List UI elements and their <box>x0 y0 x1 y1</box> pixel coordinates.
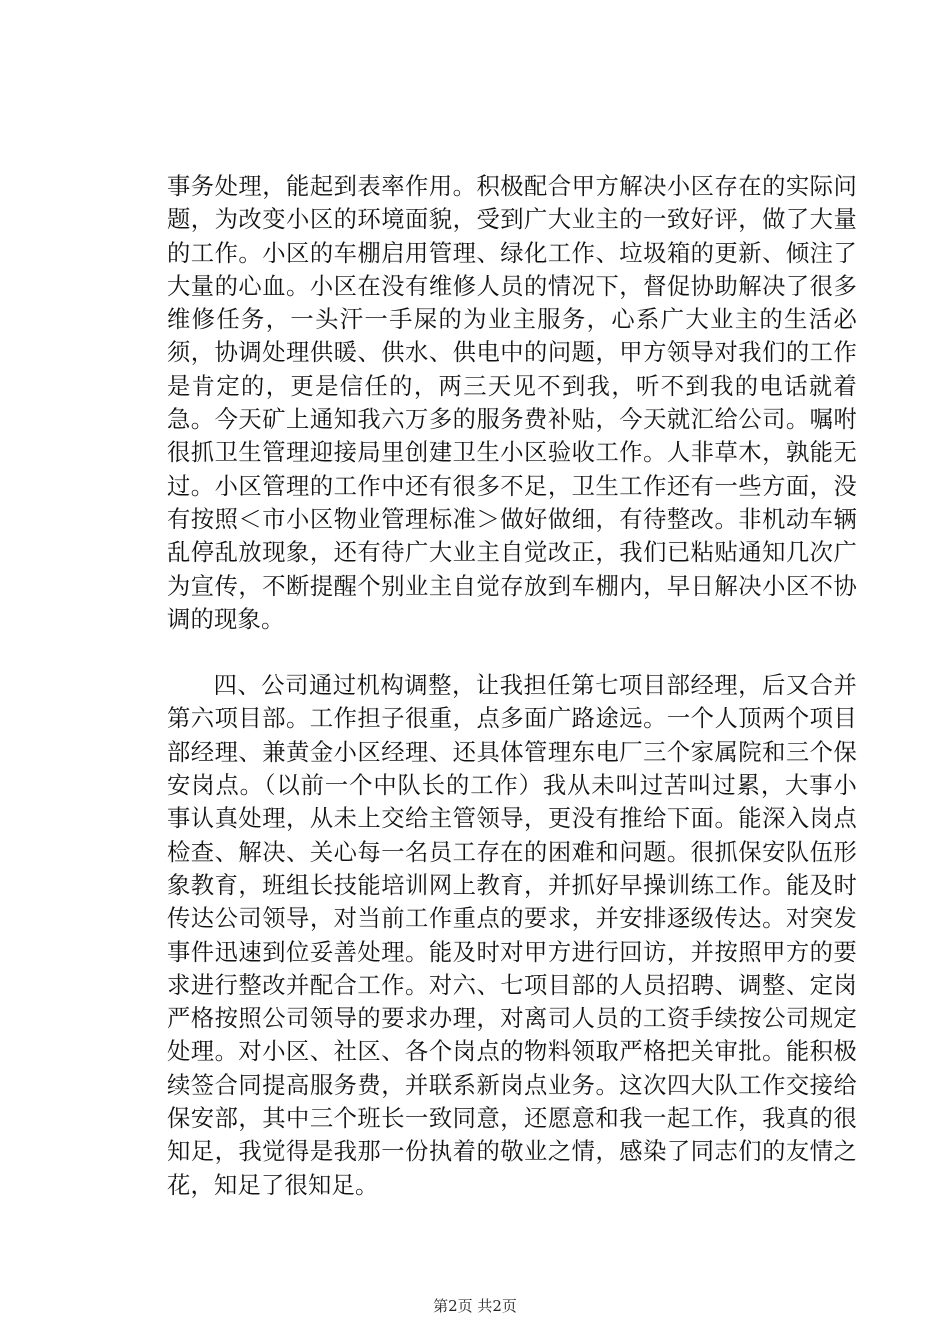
page-number-label: 第2页 共2页 <box>433 1297 517 1315</box>
paragraph-1: 事务处理，能起到表率作用。积极配合甲方解决小区存在的实际问题，为改变小区的环境面貌，受到广大业主的一致好评，做了大量的工作。小区的车棚启用管理、绿化工作、垃圾箱的更新、倾注了大量的心血。小区在没有维修人员的情况下，督促协助解决了很多维修任务，一头汗一手屎的为业主服务，心系广大业主的生活必须，协调处理供暖、供水、供电中的问题，甲方领导对我们的工作是肯定的，更是信任的，两三天见不到我，听不到我的电话就着急。今天矿上通知我六万多的服务费补贴，今天就汇给公司。嘱咐很抓卫生管理迎接局里创建卫生小区验收工作。人非草木，孰能无过。小区管理的工作中还有很多不足，卫生工作还有一些方面，没有按照＜市小区物业管理标准＞做好做细，有待整改。非机动车辆乱停乱放现象，还有待广大业主自觉改正，我们已粘贴通知几次广为宣传，不断提醒个别业主自觉存放到车棚内，早日解决小区不协调的现象。 <box>167 173 857 633</box>
document-body <box>167 170 857 1202</box>
page-footer <box>0 1296 950 1316</box>
paragraph-2: 四、公司通过机构调整，让我担任第七项目部经理，后又合并第六项目部。工作担子很重，点多面广路途远。一个人顶两个项目部经理、兼黄金小区经理、还具体管理东电厂三个家属院和三个保安岗点。（以前一个中队长的工作）我从未叫过苦叫过累，大事小事认真处理，从未上交给主管领导，更没有推给下面。能深入岗点检查、解决、关心每一名员工存在的困难和问题。很抓保安队伍形象教育，班组长技能培训网上教育，并抓好早操训练工作。能及时传达公司领导，对当前工作重点的要求，并安排逐级传达。对突发事件迅速到位妥善处理。能及时对甲方进行回访，并按照甲方的要求进行整改并配合工作。对六、七项目部的人员招聘、调整、定岗严格按照公司领导的要求办理，对离司人员的工资手续按公司规定处理。对小区、社区、各个岗点的物料领取严格把关审批。能积极续签合同提高服务费，并联系新岗点业务。这次四大队工作交接给保安部，其中三个班长一致同意，还愿意和我一起工作，我真的很知足，我觉得是我那一份执着的敬业之情，感染了同志们的友情之花，知足了很知足。 <box>167 672 857 1199</box>
